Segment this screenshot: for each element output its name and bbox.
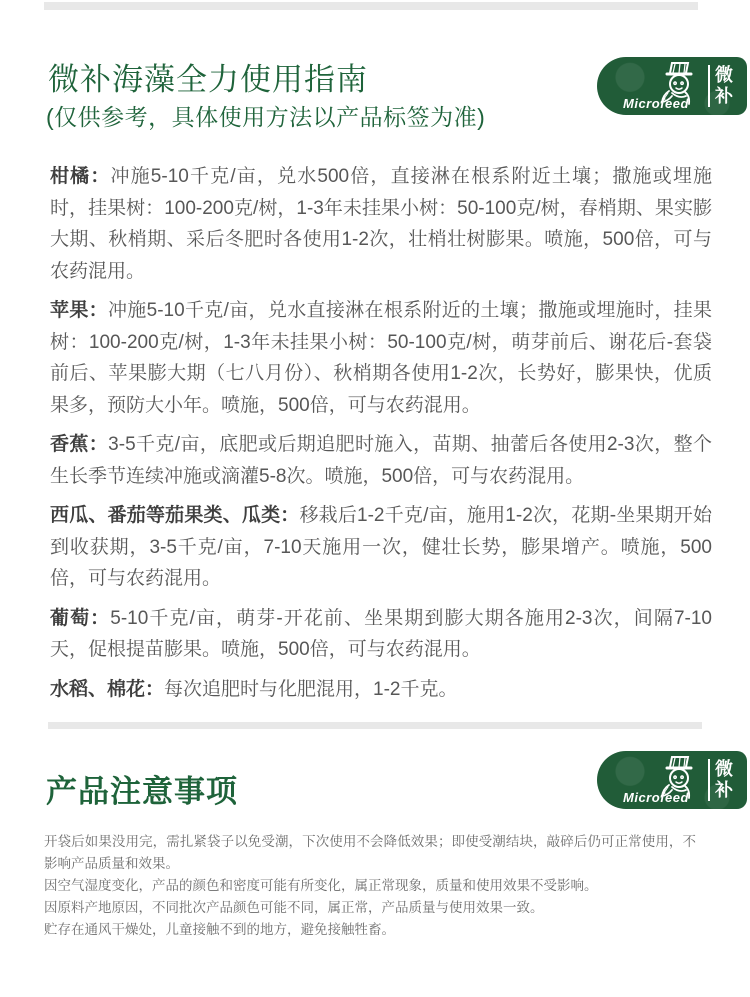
crop-name: 苹果： bbox=[50, 300, 108, 321]
note-item: 因原料产地原因，不同批次产品颜色可能不同，属正常，产品质量与使用效果一致。 bbox=[44, 900, 544, 915]
note-item: 贮存在通风干燥处，儿童接触不到的地方，避免接触牲畜。 bbox=[44, 922, 395, 937]
crop-usage-text: 每次追肥时与化肥混用，1-2千克。 bbox=[164, 678, 458, 700]
brand-name-cn bbox=[715, 759, 733, 801]
usage-paragraph-grape bbox=[50, 603, 712, 666]
badge-divider bbox=[708, 65, 710, 107]
crop-usage-text: 5-10千克/亩，萌芽-开花前、坐果期到膨大期各施用2-3次，间隔7-10天，促根提苗膨果。喷施，500倍，可与农药混用。 bbox=[50, 607, 712, 660]
usage-paragraph-citrus bbox=[50, 161, 712, 287]
crop-usage-text: 冲施5-10千克/亩，兑水500倍，直接淋在根系附近土壤；撒施或埋施时，挂果树：100-200克/树，1-3年未挂果小树：50-100克/树，春梢期、果实膨大期、秋梢期、采后冬肥时各使用1-2次，壮梢壮树膨果。喷施，500倍，可与农药混用。 bbox=[50, 166, 712, 282]
usage-paragraph-apple bbox=[50, 295, 712, 421]
section-divider-bar bbox=[48, 722, 702, 729]
crop-name: 水稻、棉花： bbox=[50, 678, 165, 700]
top-divider-bar bbox=[44, 2, 698, 10]
note-item: 开袋后如果没用完，需扎紧袋子以免受潮，下次使用不会降低效果；即使受潮结块，敲碎后仍可正常使用，不影响产品质量和效果。 bbox=[44, 834, 696, 871]
brand-badge bbox=[597, 751, 747, 809]
crop-usage-text: 3-5千克/亩，底肥或后期追肥时施入，苗期、抽蕾后各使用2-3次，整个生长季节连续冲施或滴灌5-8次。喷施，500倍，可与农药混用。 bbox=[50, 434, 712, 487]
usage-paragraph-rice-cotton bbox=[50, 674, 712, 706]
brand-badge bbox=[597, 57, 747, 115]
brand-char-2: 补 bbox=[715, 86, 733, 106]
brand-name-en: Microfeed bbox=[623, 790, 689, 805]
usage-guide-section bbox=[50, 161, 712, 713]
brand-char-1: 微 bbox=[715, 65, 733, 85]
usage-paragraph-banana bbox=[50, 429, 712, 492]
crop-name: 葡萄： bbox=[50, 607, 111, 629]
notes-section bbox=[44, 831, 696, 941]
brand-name-en: Microfeed bbox=[623, 96, 689, 111]
page-subtitle: (仅供参考，具体使用方法以产品标签为准) bbox=[46, 104, 486, 130]
crop-name: 香蕉： bbox=[50, 434, 109, 455]
notes-section-title: 产品注意事项 bbox=[46, 774, 238, 809]
crop-usage-text: 冲施5-10千克/亩，兑水直接淋在根系附近的土壤；撒施或埋施时，挂果树：100-200克/树，1-3年未挂果小树：50-100克/树，萌芽前后、谢花后-套袋前后、苹果膨大期（七八月份）、秋梢期各使用1-2次，长势好，膨果快，优质果多，预防大小年。喷施，500倍，可与农药混用。 bbox=[50, 300, 712, 416]
badge-divider bbox=[708, 759, 710, 801]
page-title: 微补海藻全力使用指南 bbox=[48, 62, 368, 97]
crop-name: 柑橘： bbox=[50, 166, 111, 187]
crop-name: 西瓜、番茄等茄果类、瓜类： bbox=[50, 505, 300, 526]
note-item: 因空气湿度变化，产品的颜色和密度可能有所变化，属正常现象，质量和使用效果不受影响。 bbox=[44, 878, 598, 893]
brand-name-cn bbox=[715, 65, 733, 107]
brand-char-2: 补 bbox=[715, 780, 733, 800]
usage-paragraph-melon-tomato bbox=[50, 500, 712, 595]
brand-char-1: 微 bbox=[715, 759, 733, 779]
crop-usage-text: 移栽后1-2千克/亩，施用1-2次，花期-坐果期开始到收获期，3-5千克/亩，7-10天施用一次，健壮长势，膨果增产。喷施，500倍，可与农药混用。 bbox=[50, 505, 712, 589]
